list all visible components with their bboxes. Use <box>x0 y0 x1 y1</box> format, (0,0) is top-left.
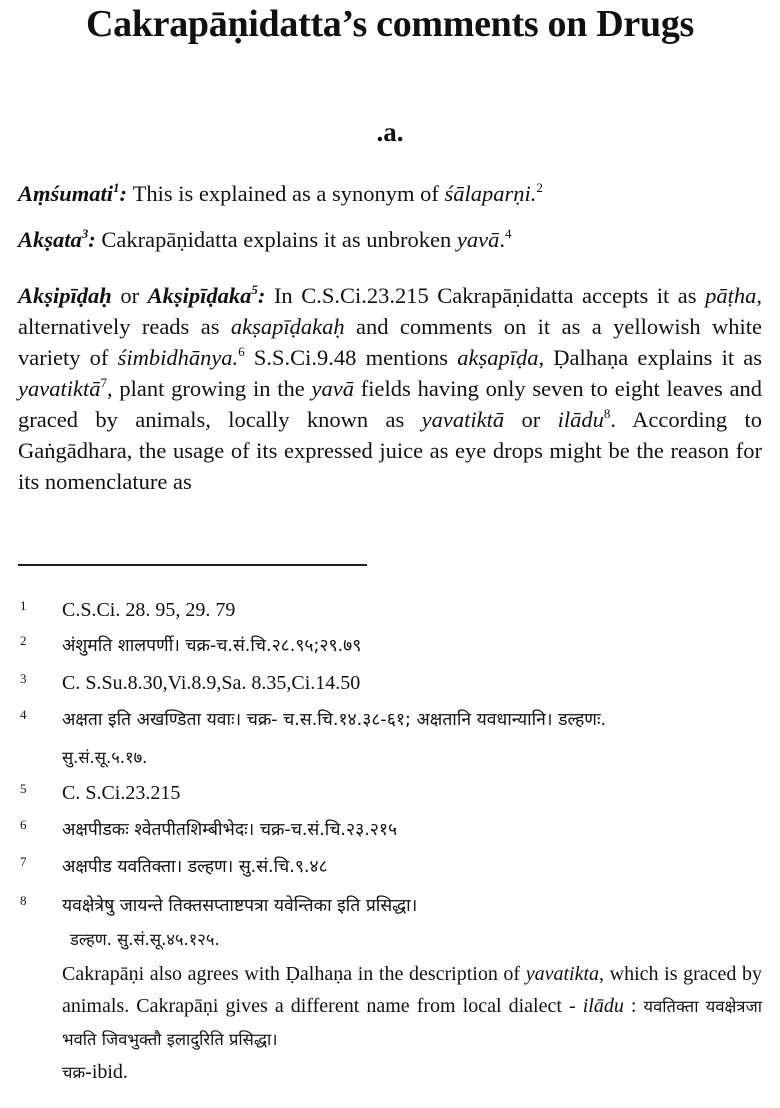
footnote-7 <box>0 850 780 883</box>
footnote-ref[interactable]: 1 <box>113 180 120 195</box>
footnote-ref[interactable]: 4 <box>505 226 512 241</box>
footnote-text: अंशुमति शालपर्णी। चक्र-च.सं.चि.२८.९५;२९.७९ <box>62 636 362 656</box>
footnote-number: 7 <box>20 853 27 869</box>
footnote-number: 6 <box>20 816 27 832</box>
footnote-ref[interactable]: 6 <box>238 344 245 359</box>
footnote-2 <box>0 629 780 662</box>
footnote-ref[interactable]: 5 <box>251 282 258 297</box>
footnote-5 <box>0 777 780 809</box>
footnote-number: 4 <box>20 707 27 722</box>
footnote-text: अक्षपीडकः श्वेतपीतशिम्बीभेदः। चक्र-च.सं.चि.२३.२१५ <box>62 819 398 840</box>
footnote-8 <box>0 889 780 922</box>
entry-term: Aṃśumati <box>18 181 114 206</box>
entry-term-alt: Akṣipīḍaka <box>147 283 252 308</box>
entry-term: Akṣipīḍaḥ <box>18 283 112 308</box>
footnote-number: 5 <box>20 780 27 796</box>
entry-aksata: Akṣata$^3$: Cakrapāṇidatta explains it as unbroken yavā.$^4$ <box>18 226 512 252</box>
footnote-text: C. S.Su.8.30,Vi.8.9,Sa. 8.35,Ci.14.50 <box>62 672 361 694</box>
footnote-1 <box>0 594 780 626</box>
footnote-number: 2 <box>20 633 27 648</box>
footnote-text: अक्षपीड यवतिक्ता। डल्हण। सु.सं.चि.९.४८ <box>62 856 328 877</box>
entry-aksipidah: Akṣipīḍaḥ or Akṣipīḍaka$^5$: In C.S.Ci.23.215 Cakrapāṇidatta accepts it as pāṭha, alternatively reads as akṣapīḍakaḥ and comments on it as a yellowish white variety of śimbidhānya.$^6$ S.S.Ci.9.48 mentions akṣapīḍa, Ḍalhaṇa explains it as yavatiktā$^7$, plant growing in the yavā fields having only seven to eight leaves and graced by animals, locally known as yavatiktā or ilādu$^8$. According to Gaṅgādhara, the usage of its expressed juice as eye drops might be the reason for its nomenclature as <box>18 282 763 494</box>
entry-text: This is explained as a synonym of <box>132 181 445 206</box>
page-title: Cakrapāṇidatta’s comments on Drugs <box>85 3 695 45</box>
entry-italic: yavā <box>456 227 500 252</box>
footnote-4-continuation: सु.सं.सू.५.१७. <box>62 748 148 767</box>
footnote-divider <box>18 564 367 566</box>
footnote-text: यवक्षेत्रेषु जायन्ते तिक्तसप्ताष्टपत्रा यवेन्तिका इति प्रसिद्धा। <box>62 895 418 916</box>
entry-text: Cakrapāṇidatta explains it as unbroken <box>101 227 457 252</box>
entry-term: Akṣata <box>18 227 82 252</box>
entry-amsumati: Aṃśumati$^1$: This is explained as a synonym of śālaparṇi.$^2$ <box>18 180 543 206</box>
footnote-8-note: Cakrapāṇi also agrees with Ḍalhaṇa in the description of yavatikta, which is graced by animals. Cakrapāṇi gives a different name from local dialect - ilādu : यवतिक्ता यवक्षेत्रजा भवति जिवभुक्तौ इलादुरिति प्रसिद्धा। चक्र-ibid. <box>62 963 762 1083</box>
footnote-number: 1 <box>20 598 27 613</box>
footnote-8-continuation: डल्हण. सु.सं.सू.४५.१२५. <box>70 929 220 949</box>
footnote-6 <box>0 813 780 846</box>
footnote-number: 3 <box>20 671 27 686</box>
footnote-number: 8 <box>20 892 27 908</box>
footnote-text: अक्षता इति अखण्डिता यवाः। चक्र- च.स.चि.१४.३८-६१; अक्षतानि यवधान्यानि। डल्हणः. <box>62 710 607 730</box>
section-heading: .a. <box>376 117 404 147</box>
entry-italic: śālaparṇi. <box>444 181 537 206</box>
footnote-ref[interactable]: 2 <box>536 180 543 195</box>
footnote-ref[interactable]: 3 <box>81 226 89 241</box>
footnotes <box>0 594 780 1089</box>
footnote-3 <box>0 667 780 699</box>
footnote-text: C.S.Ci. 28. 95, 29. 79 <box>62 599 236 621</box>
footnote-text: C. S.Ci.23.215 <box>62 781 181 804</box>
footnote-4 <box>0 703 780 736</box>
footnote-ref[interactable]: 7 <box>100 375 107 390</box>
footnote-ref[interactable]: 8 <box>603 406 611 421</box>
